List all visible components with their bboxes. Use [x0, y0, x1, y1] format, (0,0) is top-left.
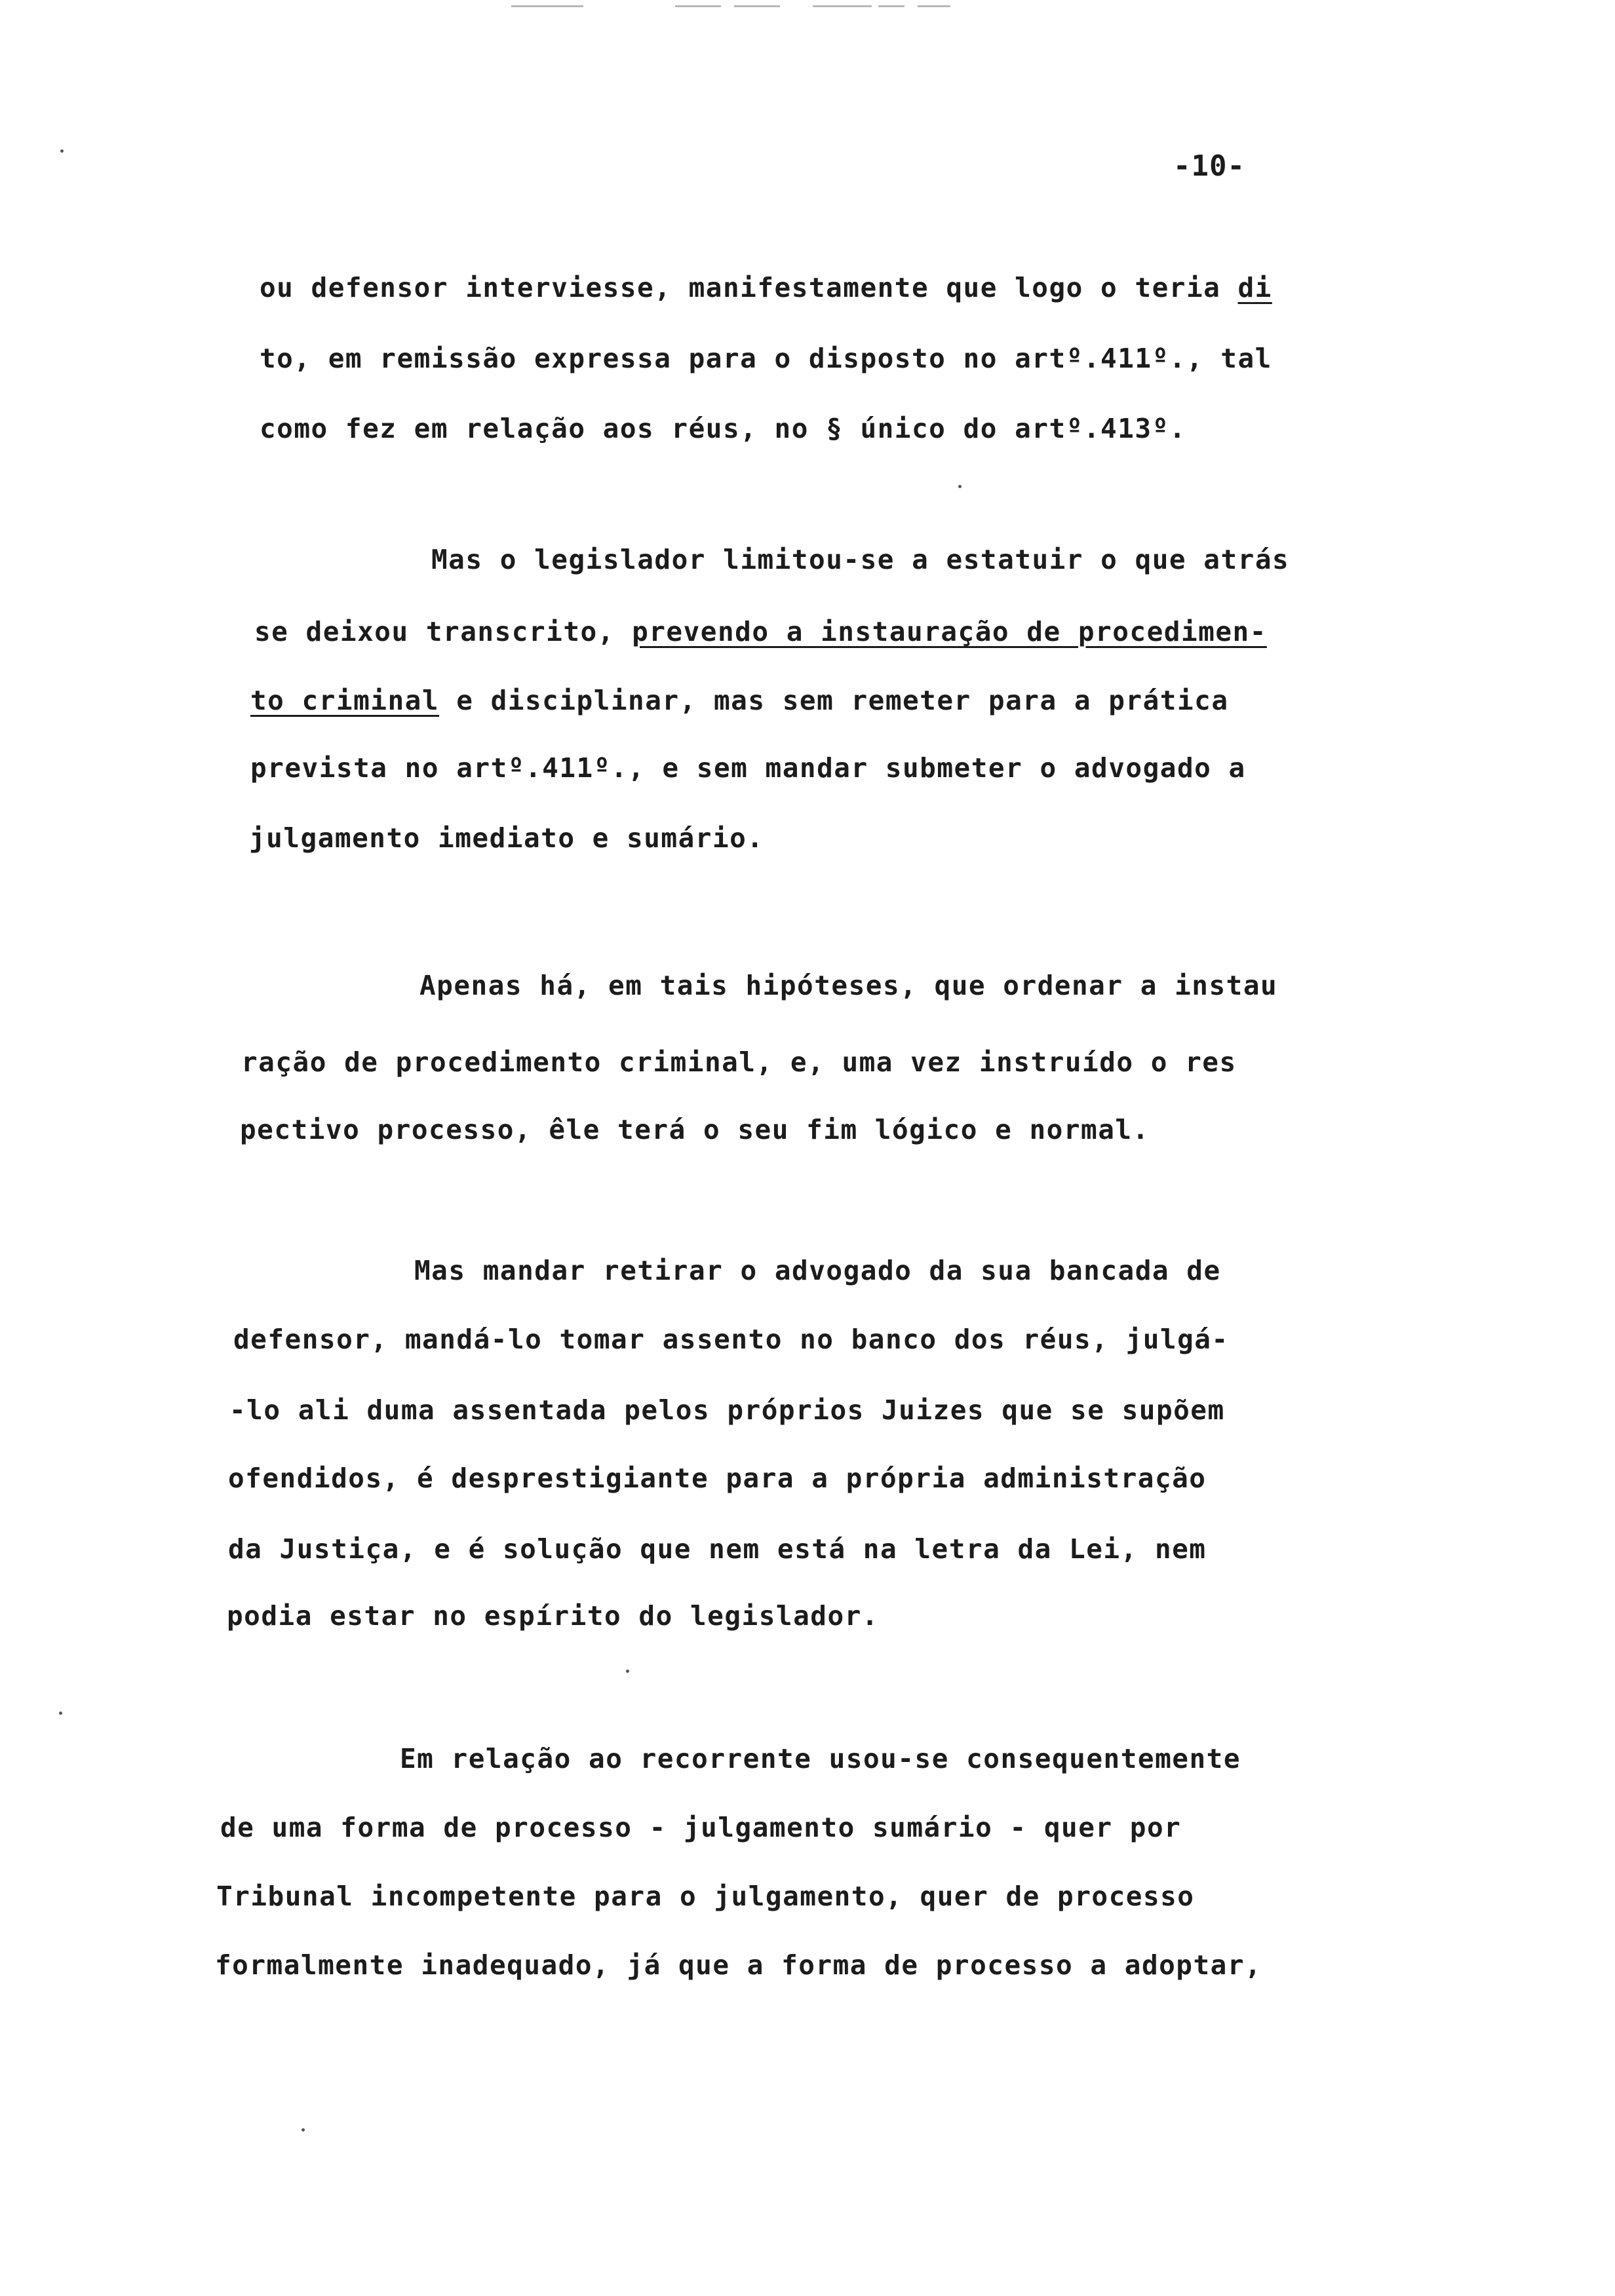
line-text: formalmente inadequado, já que a forma de processo a adoptar, [215, 1949, 1262, 1981]
text-line [227, 1600, 879, 1632]
line-text: se deixou transcrito, [254, 616, 632, 647]
page-number: -10- [1173, 149, 1245, 183]
line-text: julgamento imediato e sumário. [249, 822, 764, 854]
line-text: ofendidos, é desprestigiante para a própria administração [228, 1463, 1207, 1494]
line-text: Em relação ao recorrente usou-se consequentemente [400, 1743, 1241, 1774]
line-text: Mas mandar retirar o advogado da sua bancada de [414, 1255, 1221, 1286]
text-line [233, 1324, 1229, 1355]
underlined-text: to criminal [250, 685, 440, 716]
text-line [249, 822, 764, 854]
scan-speck [626, 1670, 629, 1673]
line-text: de uma forma de processo - julgamento sumário - quer por [220, 1812, 1182, 1843]
line-text: Tribunal incompetente para o julgamento, quer de processo [216, 1881, 1195, 1912]
scan-speck [59, 1712, 62, 1715]
text-line [229, 1394, 1225, 1426]
text-line [260, 272, 1272, 303]
text-line [250, 752, 1246, 784]
line-text: pectivo processo, êle terá o seu fim lógico e normal. [240, 1114, 1150, 1145]
text-line [216, 1881, 1195, 1912]
line-text: to, em remissão expressa para o disposto no artº.411º., tal [260, 343, 1272, 374]
text-line [220, 1812, 1181, 1843]
text-line [260, 413, 1186, 444]
text-line [414, 1255, 1221, 1286]
line-text: ou defensor interviesse, manifestamente que logo o teria [260, 272, 1238, 303]
line-text: defensor, mandá-lo tomar assento no banco dos réus, julgá- [233, 1324, 1229, 1355]
line-text: Apenas há, em tais hipóteses, que ordenar a instau [419, 970, 1278, 1001]
line-text: Mas o legislador limitou-se a estatuir o que atrás [431, 544, 1290, 575]
text-line [228, 1463, 1207, 1494]
text-line [241, 1046, 1237, 1078]
line-text: da Justiça, e é solução que nem está na letra da Lei, nem [228, 1533, 1207, 1565]
underlined-text: di [1237, 272, 1272, 303]
line-text: ração de procedimento criminal, e, uma vez instruído o res [241, 1046, 1237, 1078]
text-line [400, 1743, 1241, 1774]
text-line [254, 616, 1267, 647]
line-text: -lo ali duma assentada pelos próprios Juizes que se supõem [229, 1394, 1225, 1426]
text-line [431, 544, 1289, 575]
line-text: e disciplinar, mas sem remeter para a prática [439, 685, 1229, 716]
text-line [215, 1949, 1262, 1981]
text-line [260, 343, 1272, 374]
line-text: prevista no artº.411º., e sem mandar submeter o advogado a [250, 752, 1246, 784]
scan-speck [60, 149, 64, 153]
scan-speck [302, 2128, 305, 2132]
text-line [240, 1114, 1150, 1145]
scan-speck [958, 485, 962, 488]
underlined-text: prevendo a instauração de procedimen- [632, 616, 1267, 647]
scan-edge-marks [511, 5, 983, 8]
text-line [250, 685, 1229, 716]
text-line [419, 970, 1277, 1001]
line-text: podia estar no espírito do legislador. [227, 1600, 879, 1632]
text-line [228, 1533, 1207, 1565]
line-text: como fez em relação aos réus, no § único do artº.413º. [260, 413, 1186, 444]
